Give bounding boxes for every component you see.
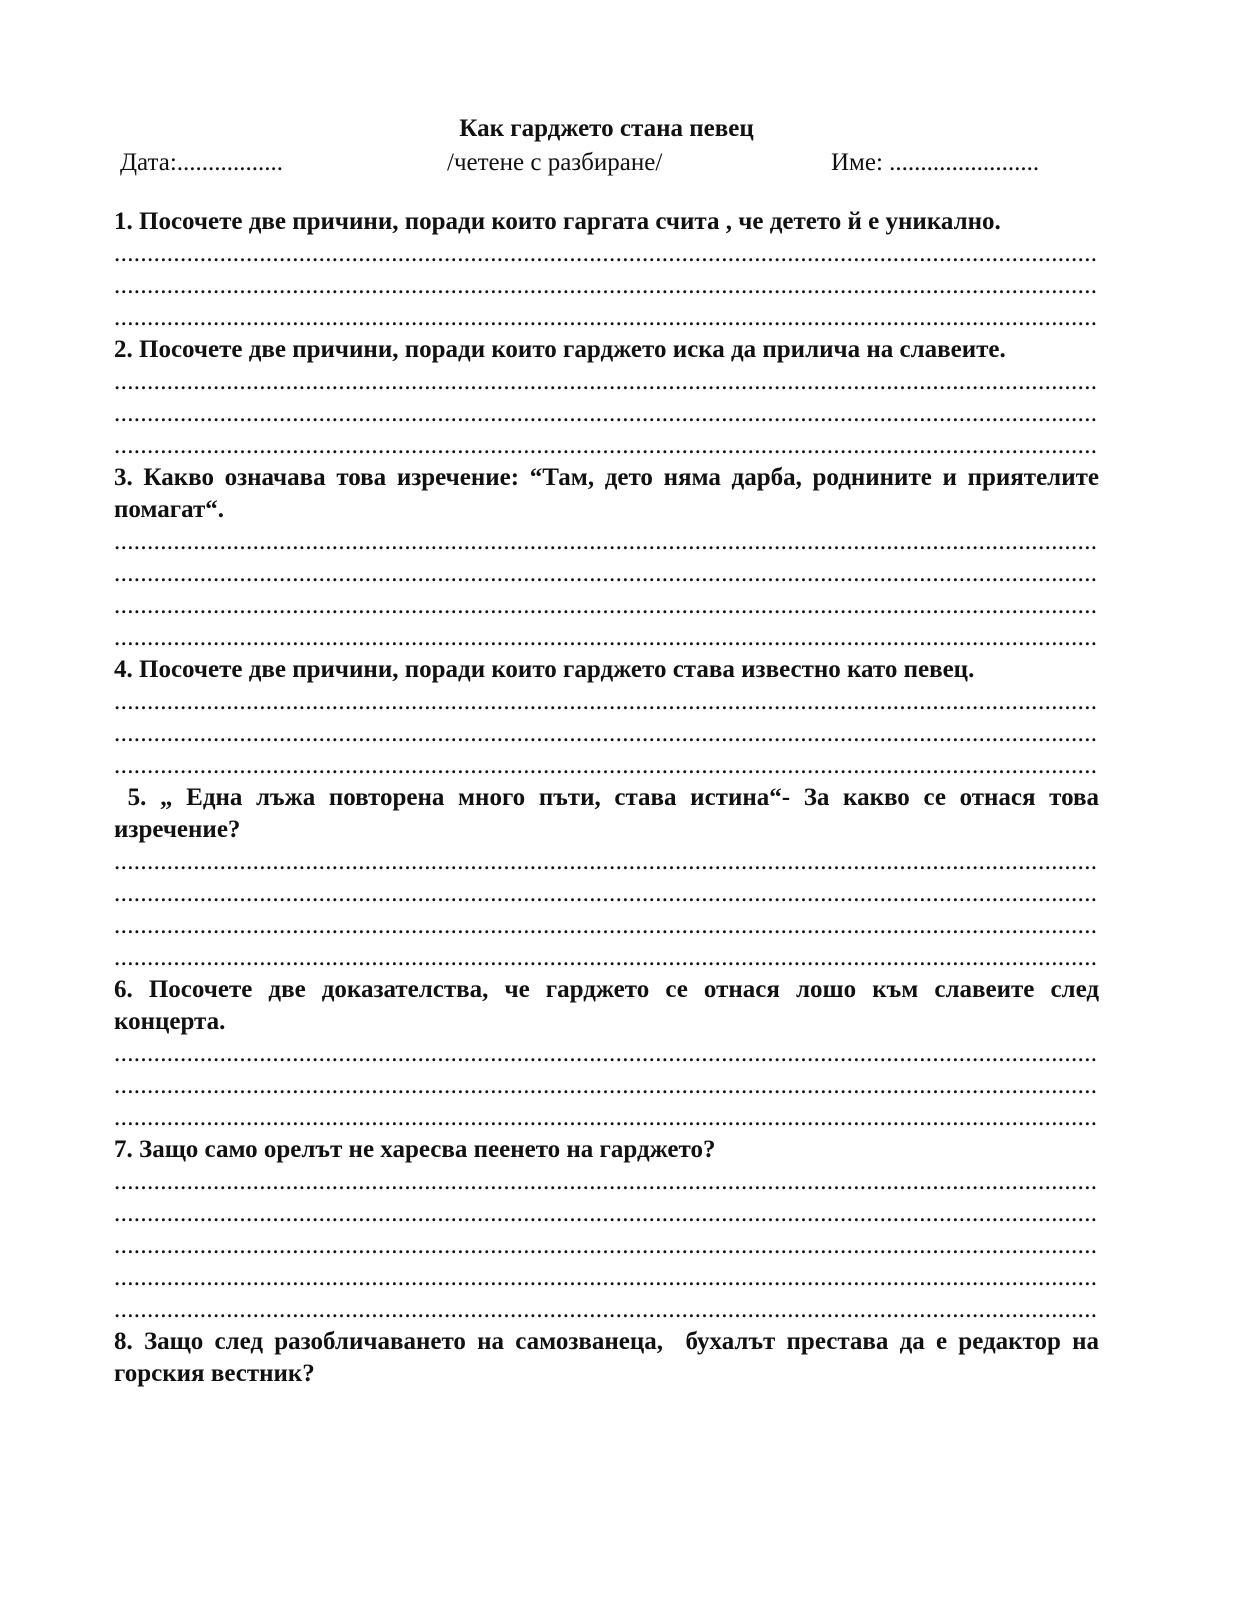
question-3: [114, 462, 1099, 654]
answer-line: [114, 430, 1099, 462]
answer-line: [114, 1262, 1099, 1294]
question-text: 6. Посочете две доказателства, че гарджето се отнася лошо към славеите след концерта.: [114, 976, 1099, 1035]
question-7: [114, 1134, 1099, 1326]
answer-line: [114, 910, 1099, 942]
question-text: 7. Защо само орелът не харесва пеенето на гарджето?: [114, 1136, 716, 1163]
question-text: 2. Посочете две причини, поради които гарджето иска да прилича на славеите.: [114, 336, 1006, 363]
question-8: [114, 1326, 1106, 1390]
questions-list: [114, 206, 1106, 1390]
answer-line: [114, 270, 1099, 302]
question-text: 4. Посочете две причини, поради които гарджето става известно като певец.: [114, 656, 975, 683]
answer-line: [114, 1038, 1099, 1070]
answer-line: [114, 622, 1099, 654]
question-text: 1. Посочете две причини, поради които гаргата счита , че детето й е уникално.: [114, 208, 1001, 235]
question-4: [114, 654, 1099, 782]
worksheet-type: /четене с разбиране/: [447, 149, 663, 176]
answer-line: [114, 1070, 1099, 1102]
answer-line: [114, 942, 1099, 974]
question-text: 8. Защо след разобличаването на самозванеца, бухалът престава да е редактор на горския вестник?: [114, 1328, 1106, 1387]
answer-line: [114, 366, 1099, 398]
answer-line: [114, 750, 1099, 782]
answer-line: [114, 558, 1099, 590]
answer-line: [114, 846, 1099, 878]
answer-line: [114, 238, 1099, 270]
answer-line: [114, 1102, 1099, 1134]
answer-line: [114, 718, 1099, 750]
answer-line: [114, 1198, 1099, 1230]
question-6: [114, 974, 1099, 1134]
header-meta-row: [114, 146, 1099, 182]
question-5: [114, 782, 1106, 974]
date-field: Дата:.................: [120, 149, 284, 176]
question-text: 3. Какво означава това изречение: “Там, дето няма дарба, роднините и приятелите помагат“.: [114, 464, 1099, 523]
answer-line: [114, 398, 1099, 430]
answer-line: [114, 878, 1099, 910]
answer-line: [114, 1294, 1099, 1326]
question-1: [114, 206, 1099, 334]
answer-line: [114, 686, 1099, 718]
worksheet-title: Как гарджето стана певец: [459, 115, 754, 142]
name-field: Име: ........................: [831, 149, 1040, 176]
question-2: [114, 334, 1099, 462]
answer-line: [114, 1166, 1099, 1198]
question-text: 5. „ Една лъжа повторена много пъти, става истина“- За какво се отнася това изречение?: [114, 784, 1106, 843]
answer-line: [114, 590, 1099, 622]
answer-line: [114, 1230, 1099, 1262]
answer-line: [114, 302, 1099, 334]
answer-line: [114, 526, 1099, 558]
worksheet-page: [114, 112, 1106, 1390]
